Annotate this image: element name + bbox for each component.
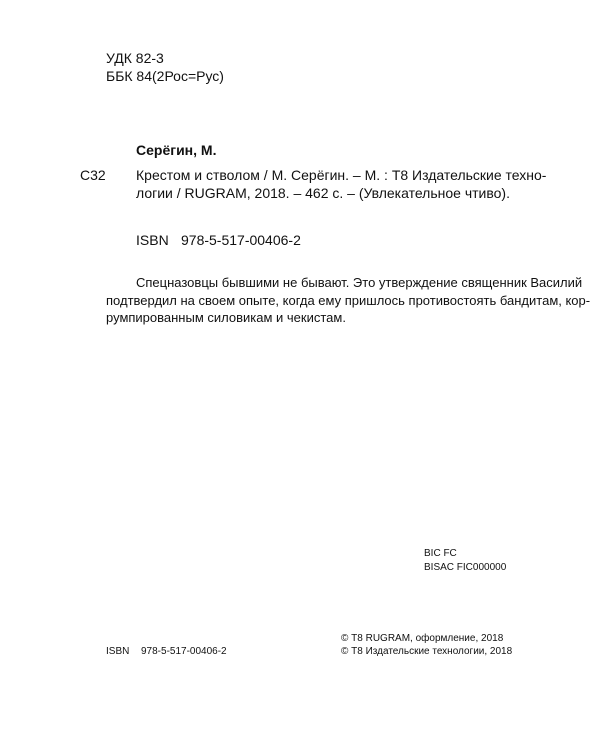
copyright-design: © Т8 RUGRAM, оформление, 2018 (341, 633, 504, 644)
annotation-line: румпированным силовикам и чекистам. (106, 310, 346, 325)
bisac-code: BISAC FIC000000 (424, 562, 507, 573)
catalog-isbn-value: 978-5-517-00406-2 (181, 232, 301, 248)
copyright-publisher: © Т8 Издательские технологии, 2018 (341, 646, 513, 657)
author-mark: С32 (80, 167, 106, 183)
description-line: Крестом и стволом / М. Серёгин. – М. : Т8 Издательские техно- (136, 167, 547, 183)
footer-isbn-value: 978-5-517-00406-2 (141, 646, 227, 657)
catalog-isbn-label: ISBN (136, 232, 169, 248)
annotation-line: Спецназовцы бывшими не бывают. Это утверждение священник Василий (136, 275, 583, 290)
description-line: логии / RUGRAM, 2018. – 462 с. – (Увлекательное чтиво). (136, 185, 510, 201)
bibliographic-description (136, 166, 546, 202)
annotation (106, 274, 591, 327)
udk-code: УДК 82-3 (106, 50, 164, 66)
bic-code: BIC FC (424, 548, 457, 559)
footer-isbn-label: ISBN (106, 646, 130, 657)
bbk-code: ББК 84(2Рос=Рус) (106, 68, 224, 84)
author-heading: Серёгин, М. (136, 142, 217, 158)
annotation-line: подтвердил на своем опыте, когда ему пришлось противостоять бандитам, кор- (106, 292, 591, 308)
